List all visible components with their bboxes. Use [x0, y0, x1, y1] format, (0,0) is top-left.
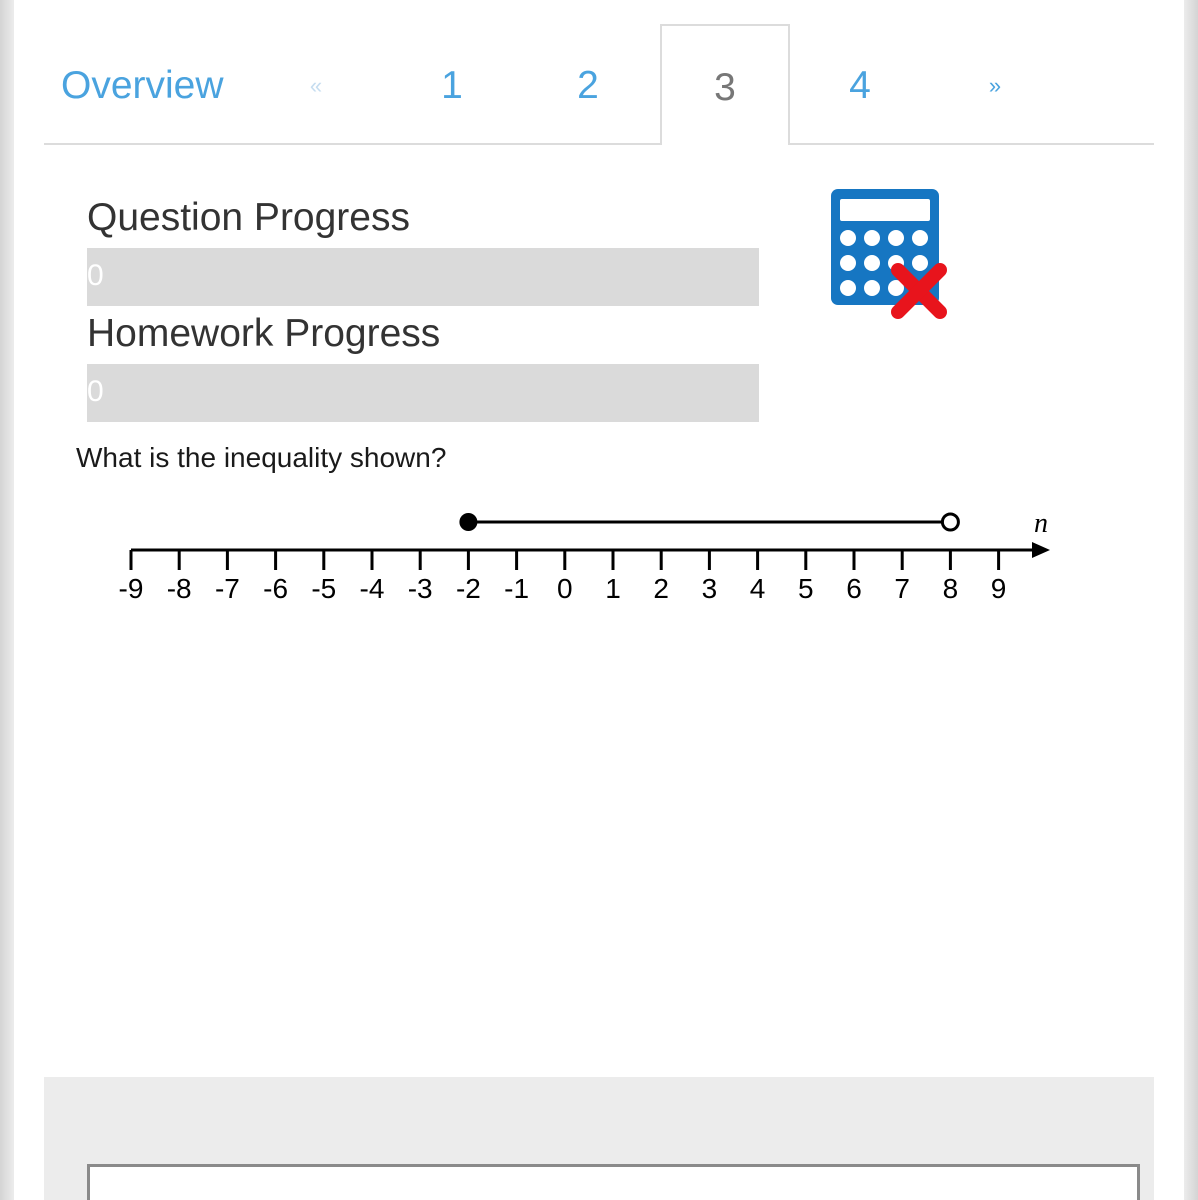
homework-progress-bar: [87, 364, 759, 422]
previous-page-button[interactable]: «: [309, 73, 323, 98]
tab-question-2[interactable]: 2: [577, 64, 599, 107]
number-line-tick-label: -5: [311, 573, 337, 604]
tab-question-3-active[interactable]: 3: [660, 24, 790, 145]
question-progress-value: 0: [87, 259, 104, 292]
number-line-tick-label: -6: [263, 573, 289, 604]
question-navigation-tabs: [44, 0, 1154, 146]
number-line-tick-label: 9: [990, 573, 1007, 604]
number-line-tick-label: -4: [359, 573, 385, 604]
number-line-tick-label: 8: [942, 573, 959, 604]
right-frame-edge: [1184, 0, 1198, 1200]
number-line-tick-label: -8: [166, 573, 192, 604]
number-line-tick-label: -2: [455, 573, 481, 604]
number-line-tick-label: 5: [798, 573, 814, 604]
homework-progress-value: 0: [87, 375, 104, 408]
number-line-graph: [100, 500, 1080, 620]
answer-input[interactable]: [87, 1164, 1140, 1200]
homework-progress-label: Homework Progress: [87, 312, 441, 355]
number-line-tick-label: -9: [118, 573, 144, 604]
open-endpoint-dot: [942, 514, 958, 530]
question-progress-bar: [87, 248, 759, 306]
left-frame-edge: [0, 0, 14, 1200]
number-line-tick-label: -7: [214, 573, 240, 604]
tab-question-4[interactable]: 4: [849, 64, 871, 107]
number-line-tick-label: 4: [749, 573, 766, 604]
calculator-disabled-icon[interactable]: [830, 188, 950, 322]
question-prompt: What is the inequality shown?: [76, 442, 447, 473]
axis-arrowhead: [1032, 542, 1050, 558]
number-line-tick-label: 2: [653, 573, 669, 604]
closed-endpoint-dot: [459, 513, 477, 531]
question-progress-label: Question Progress: [87, 196, 410, 239]
number-line-tick-label: -1: [504, 573, 530, 604]
number-line-tick-label: 0: [557, 573, 573, 604]
number-line-tick-label: 3: [701, 573, 718, 604]
number-line-tick-label: 7: [894, 573, 910, 604]
number-line-tick-label: 1: [605, 573, 621, 604]
number-line-tick-label: -3: [407, 573, 433, 604]
tab-question-1[interactable]: 1: [441, 64, 463, 107]
number-line-tick-label: 6: [846, 573, 862, 604]
tab-overview[interactable]: Overview: [61, 64, 224, 107]
next-page-button[interactable]: »: [988, 73, 1002, 98]
answer-area: [44, 1077, 1154, 1200]
variable-label: n: [1034, 508, 1048, 539]
tabbar-divider: [44, 143, 1154, 145]
